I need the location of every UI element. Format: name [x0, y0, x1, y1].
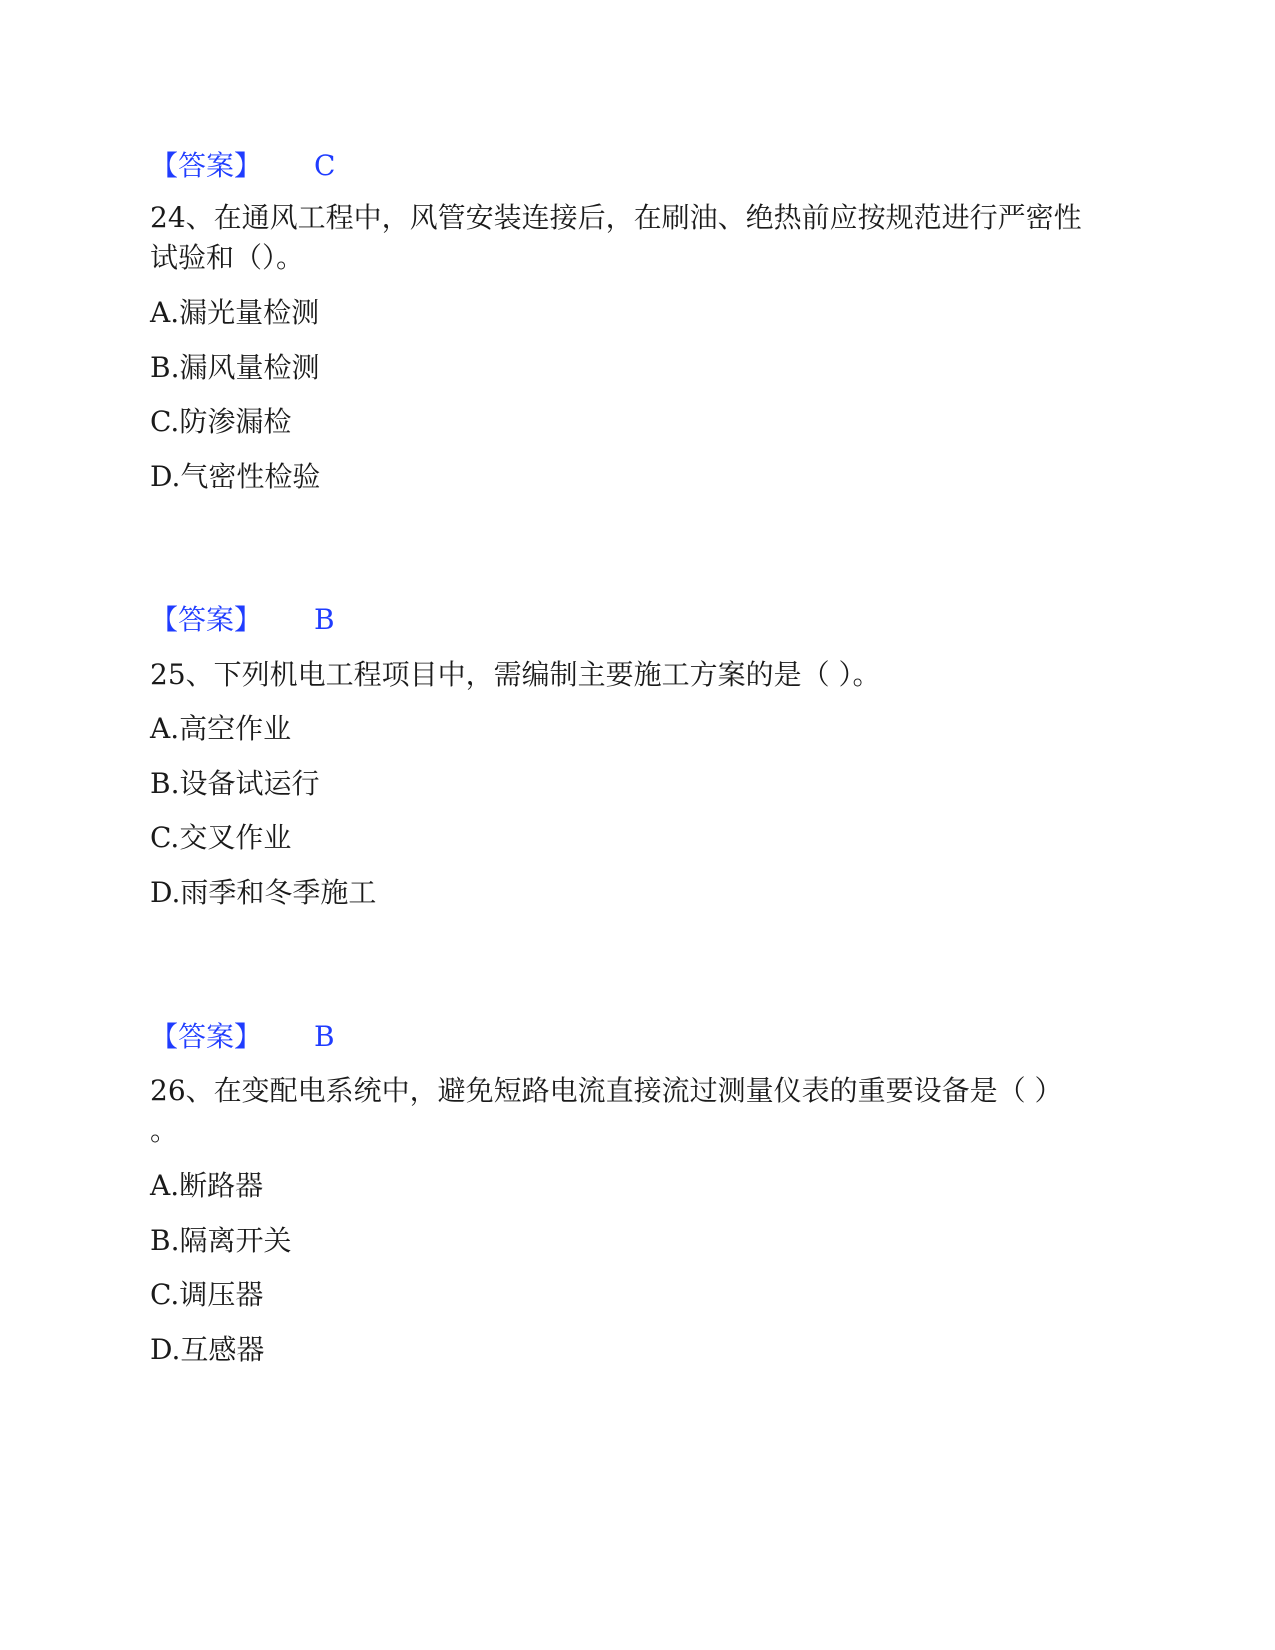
question-26-option-a: A.断路器	[150, 1169, 264, 1202]
question-24-option-a: A.漏光量检测	[150, 296, 320, 329]
question-25-option-a: A.高空作业	[150, 712, 292, 745]
question-24-option-c: C.防渗漏检	[150, 405, 292, 438]
answer-label: 【答案】	[150, 603, 263, 636]
question-26-line-2: 。	[150, 1114, 179, 1147]
question-24-line-2: 试验和（）。	[150, 241, 305, 274]
question-25-option-b: B.设备试运行	[150, 767, 320, 800]
answer-line-q24	[150, 600, 335, 640]
answer-value: B	[314, 1020, 335, 1053]
question-24-line-1: 24、在通风工程中，风管安装连接后，在刷油、绝热前应按规范进行严密性	[150, 201, 1082, 234]
answer-value: B	[314, 603, 335, 636]
question-24-option-d: D.气密性检验	[150, 460, 321, 493]
answer-label: 【答案】	[150, 1020, 263, 1053]
answer-line-q25	[150, 1017, 335, 1057]
question-26-line-1: 26、在变配电系统中，避免短路电流直接流过测量仪表的重要设备是（ ）	[150, 1074, 1063, 1107]
question-26-option-d: D.互感器	[150, 1333, 265, 1366]
question-26-option-b: B.隔离开关	[150, 1224, 292, 1257]
answer-line-q23	[150, 146, 335, 186]
question-25-option-d: D.雨季和冬季施工	[150, 876, 377, 909]
answer-label: 【答案】	[150, 149, 263, 182]
answer-value: C	[314, 149, 336, 182]
question-24-option-b: B.漏风量检测	[150, 351, 320, 384]
question-26-option-c: C.调压器	[150, 1278, 264, 1311]
question-25-option-c: C.交叉作业	[150, 821, 292, 854]
question-25-line-1: 25、下列机电工程项目中，需编制主要施工方案的是（ ）。	[150, 658, 881, 691]
